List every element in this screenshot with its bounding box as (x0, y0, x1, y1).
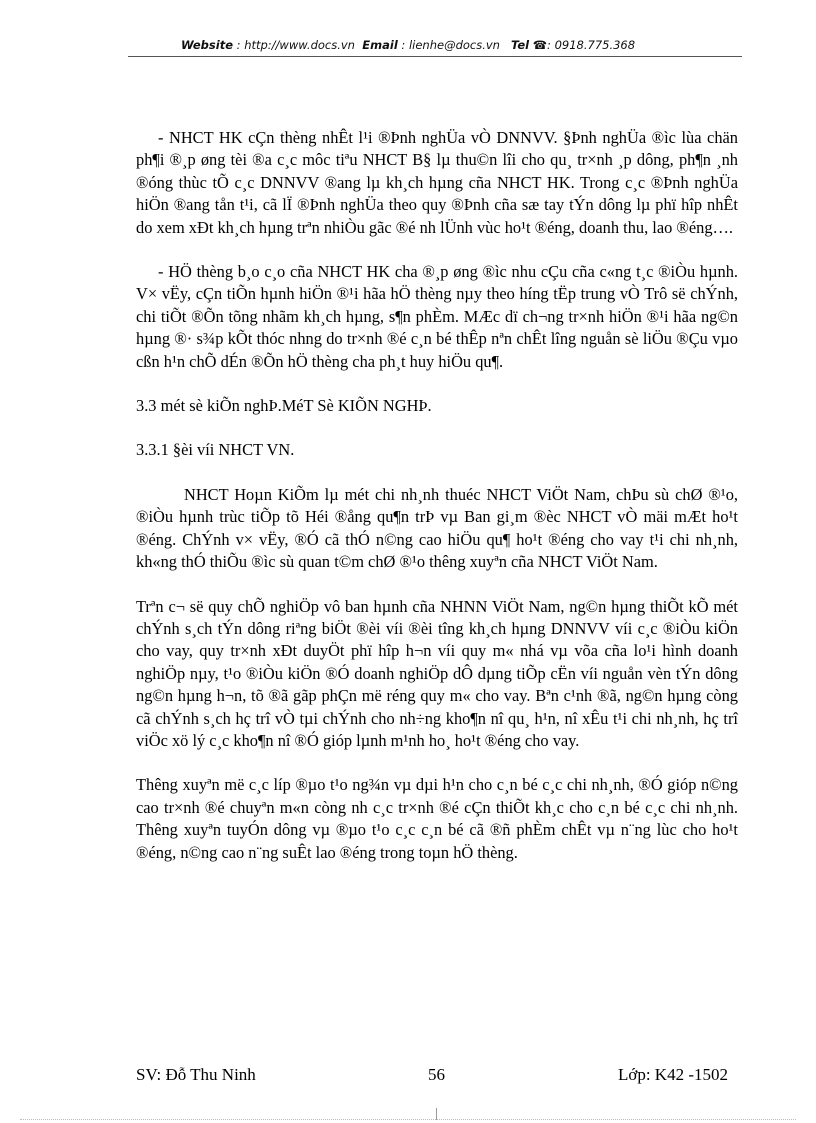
paragraph-reporting: - HÖ thèng b¸o c¸o cña NHCT HK cha ®¸p øng ®ìc nhu cÇu cña c«ng t¸c ®iÒu hµnh. V× vËy, cÇn tiÕn hµnh hiÖn ®¹i hãa hÖ thèng nµy theo híng tËp trung vÒ Trô së chÝnh, chi tiÕt ®Õn tõng nhãm kh¸ch hµng, s¶n phÈm. MÆc dï ch¬ng tr×nh hiÖn ®¹i hãa ng©n hµng ®· s¾p kÕt thóc nhng do tr×nh ®é c¸n bé thÊp nªn chÊt lîng nguån sè liÖu ®Çu vµo cßn h¹n chÕ dÉn ®Õn hÖ thèng cha ph¸t huy hiÖu qu¶. (136, 262, 738, 371)
tel-label: Tel (510, 38, 530, 52)
paragraph-policy: Trªn c¬ së quy chÕ nghiÖp vô ban hµnh cña NHNN ViÖt Nam, ng©n hµng thiÕt kÕ mét chÝnh s¸ch tÝn dông riªng biÖt ®èi víi ®èi tîng kh¸ch hµng DNNVV víi c¸c ®iÒu kiÖn cho vay, quy tr×nh xÐt duyÖt phï hîp h¬n víi quy m« nhá vµ võa cña lo¹i hình doanh nghiÖp nµy, t¹o ®iÒu kiÖn ®Ó doanh nghiÖp dÔ dµng tiÕp cËn víi nguån vèn tÝn dông ng©n hµng h¬n, tõ ®ã gãp phÇn më réng quy m« cho vay. Bªn c¹nh ®ã, ng©n hµng còng cã chÝnh s¸ch hç trî vÒ tµi chÝnh cho nh÷ng kho¶n nî qu¸ h¹n, nî xÊu t¹i chi nh¸nh, hç trî viÖc xö lý c¸c kho¶n nî ®Ó gióp lµnh m¹nh ho¸ ho¹t ®éng cho vay. (136, 596, 738, 750)
footer-page-number: 56 (428, 1065, 445, 1084)
document-body (136, 127, 738, 886)
header-divider (128, 56, 742, 57)
page-header (0, 38, 816, 52)
tel-value: : 0918.775.368 (547, 38, 636, 52)
phone-icon: ☎ (532, 38, 548, 52)
email-value[interactable]: : lienhe@docs.vn (401, 38, 500, 52)
paragraph-training: Thêng xuyªn më c¸c líp ®µo t¹o ng¾n vµ dµi h¹n cho c¸n bé c¸c chi nh¸nh, ®Ó gióp n©ng cao tr×nh ®é chuyªn m«n còng nh c¸c tr×nh ®é cÇn thiÕt kh¸c cho c¸n bé c¸c chi nh¸nh. Thêng xuyªn tuyÓn dông vµ ®µo t¹o c¸c c¸n bé cã ®ñ phÈm chÊt vµ n¨ng lùc cho ho¹t ®éng, n©ng cao n¨ng suÊt lao ®éng trong toµn hÖ thèng. (136, 775, 738, 862)
paragraph-branch: NHCT Hoµn KiÕm lµ mét chi nh¸nh thuéc NHCT ViÖt Nam, chÞu sù chØ ®¹o, ®iÒu hµnh trùc tiÕp tõ Héi ®ång qu¶n trÞ vµ Ban gi¸m ®èc NHCT vÒ mäi mÆt ho¹t ®éng. ChÝnh v× vËy, ®Ó cã thÓ n©ng cao hiÖu qu¶ ho¹t ®éng cho vay t¹i chi nh¸nh, kh«ng thÓ thiÕu ®ìc sù quan t©m chØ ®¹o thêng xuyªn cña NHCT ViÖt Nam. (136, 484, 738, 572)
page-bottom-border (20, 1119, 796, 1120)
subsection-heading: 3.3.1 §èi víi NHCT VN. (136, 440, 295, 460)
website-label: Website (180, 38, 234, 52)
website-value[interactable]: : http://www.docs.vn (236, 38, 355, 52)
email-label: Email (362, 38, 398, 52)
paragraph-definition: - NHCT HK cÇn thèng nhÊt l¹i ®Þnh nghÜa vÒ DNNVV. §Þnh nghÜa ®ìc lùa chän ph¶i ®¸p øng tèi ®a c¸c môc tiªu NHCT B§ lµ thu©n lîi cho qu¸ tr×nh ¸p dông, ph¶n ¸nh ®óng thùc tÕ c¸c DNNVV ®ang lµ kh¸ch hµng cña NHCT HK. Trong c¸c ®Þnh nghÜa hiÖn ®ang tån t¹i, cã lÏ ®Þnh nghÜa theo quy ®Þnh cña sæ tay tÝn dông lµ phï hîp nhÊt do xem xÐt kh¸ch hµng trªn nhiÒu gãc ®é nh lÜnh vùc ho¹t ®éng, doanh thu, lao ®éng…. (136, 128, 738, 237)
footer-class: Lớp: K42 -1502 (617, 1065, 728, 1084)
section-heading: 3.3 mét sè kiÕn nghÞ.MéT Sè KIÕN NGHÞ. (136, 396, 432, 416)
footer-student: SV: Đỗ Thu Ninh (136, 1065, 256, 1084)
